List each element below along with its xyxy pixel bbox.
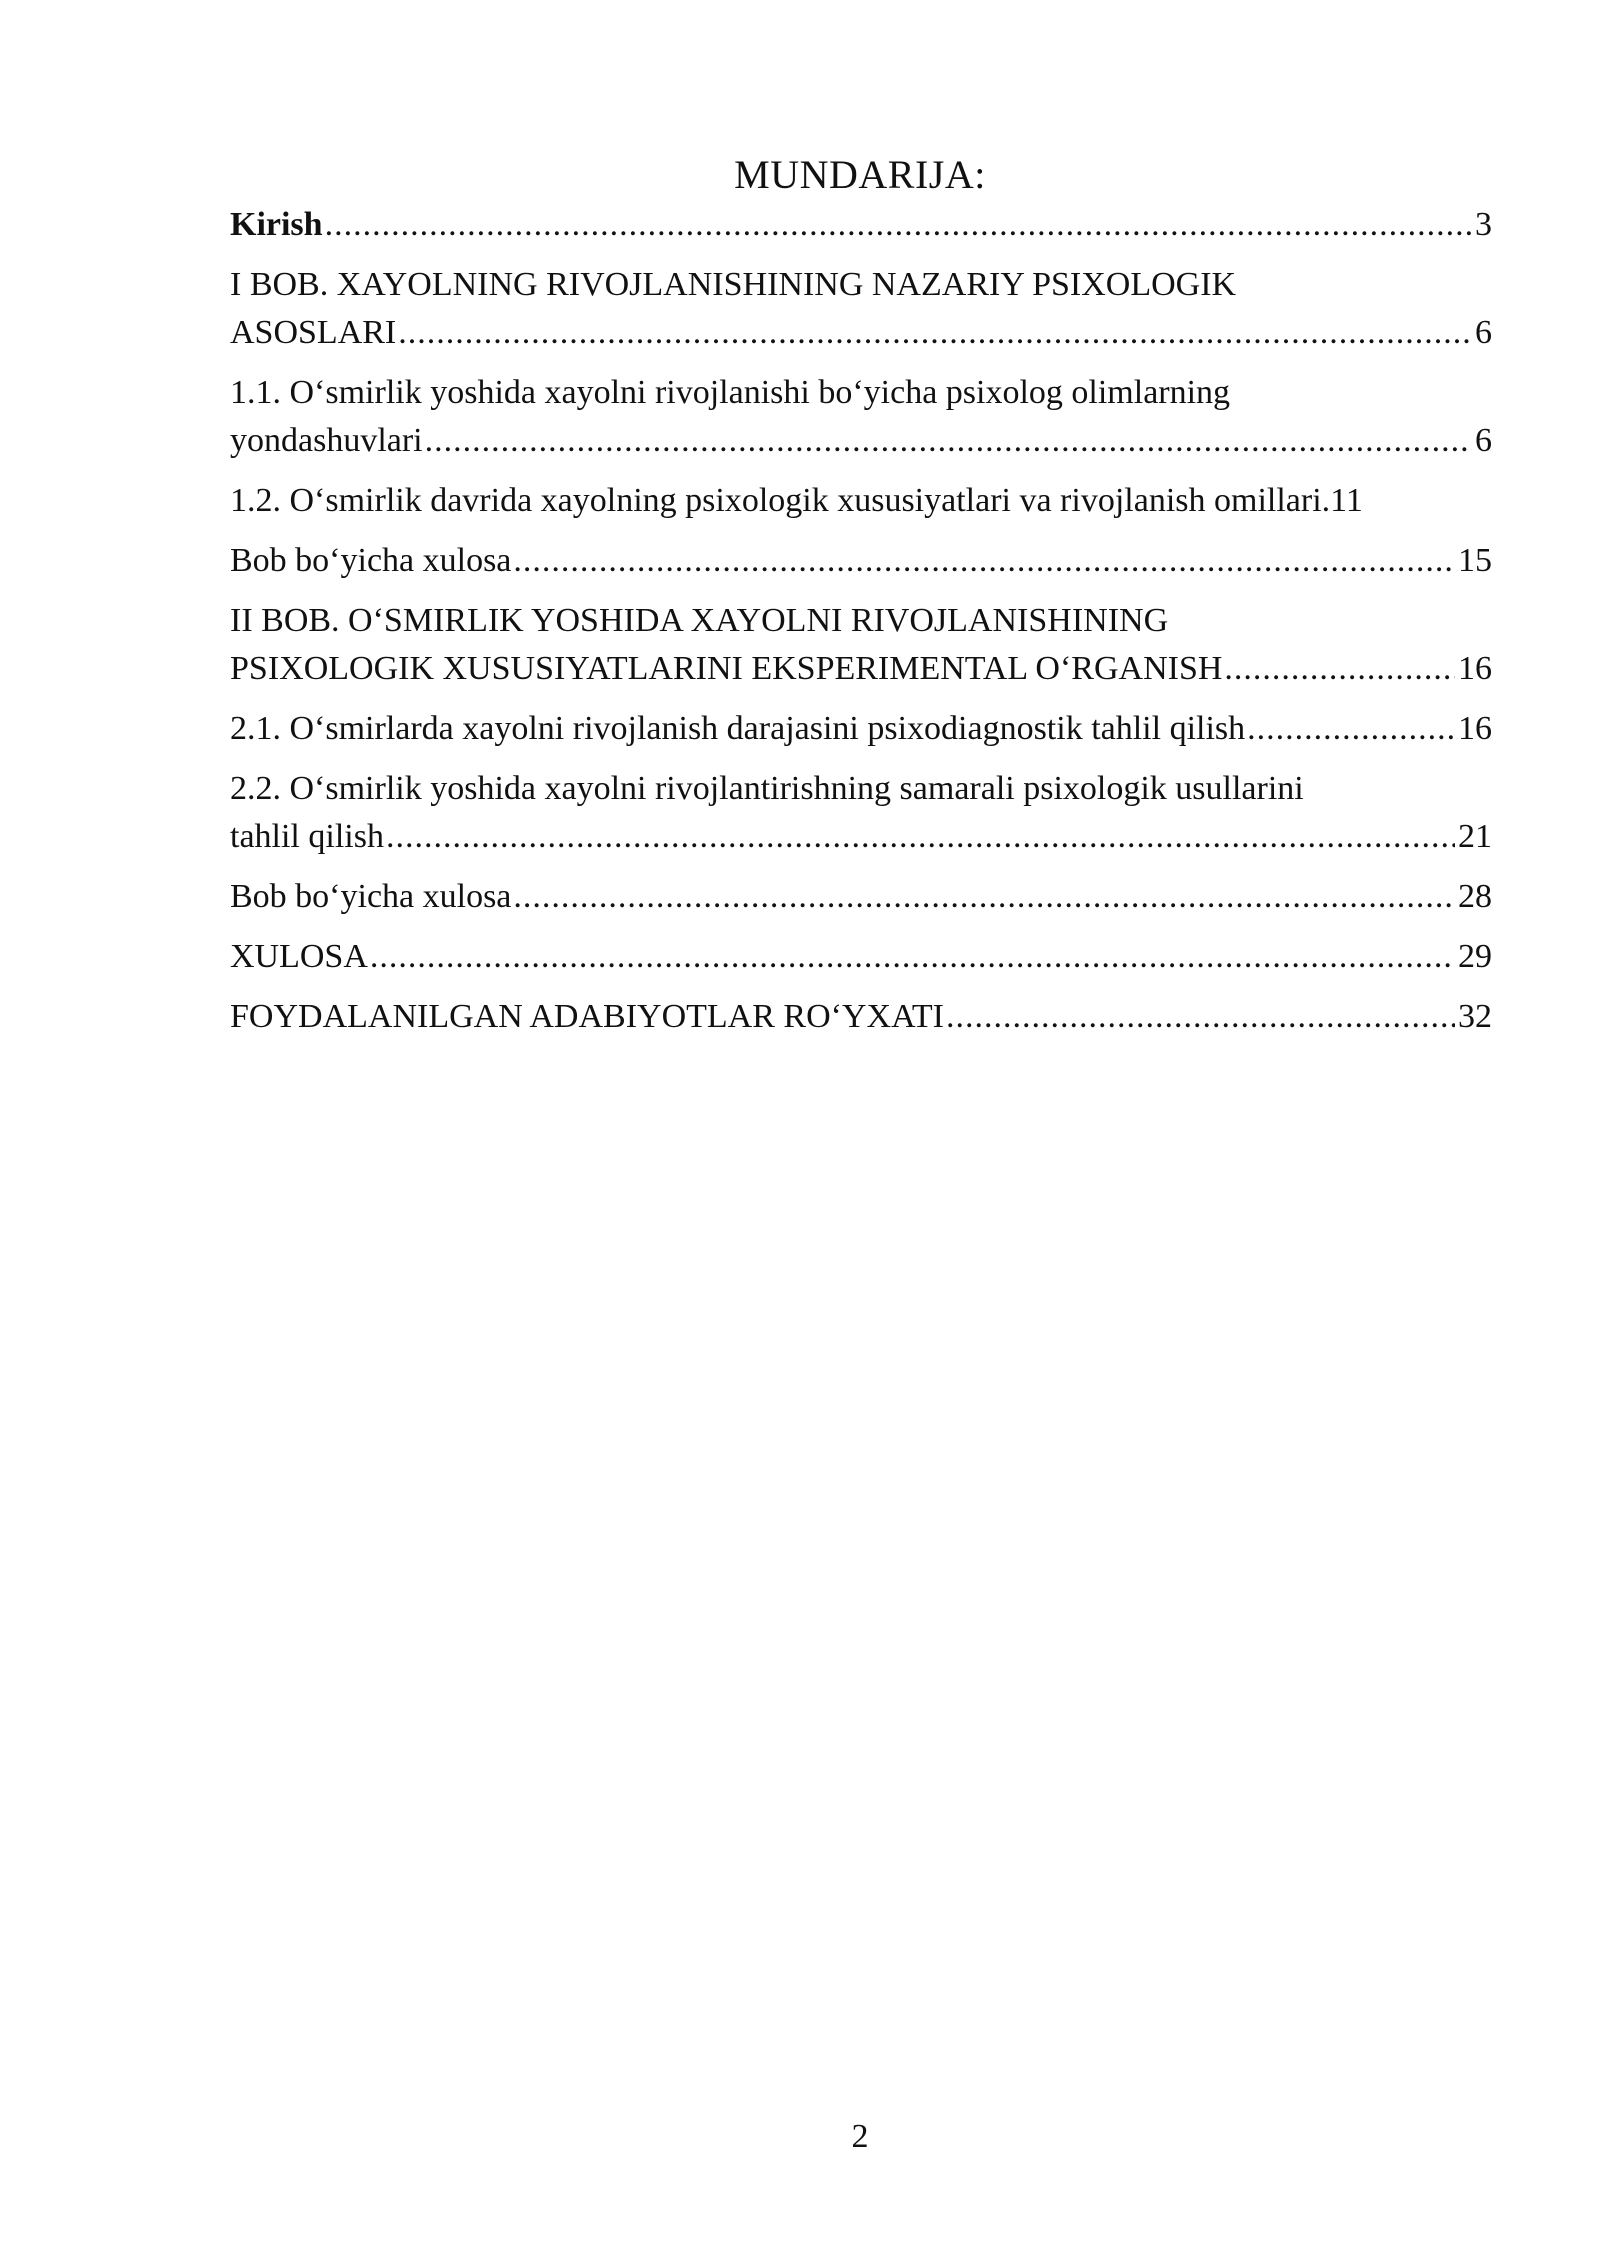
toc-entry-kirish[interactable] <box>230 201 1492 249</box>
toc-entry-text-line1: 1.1. O‘smirlik yoshida xayolni rivojlanishi bo‘yicha psixolog olimlarning <box>230 374 1231 411</box>
toc-leader-dots <box>398 309 1472 357</box>
toc-leader-dots <box>946 993 1455 1041</box>
toc-entry-page: 32 <box>1458 998 1492 1035</box>
toc-entry-text: PSIXOLOGIK XUSUSIYATLARINI EKSPERIMENTAL O‘RGANISH <box>230 650 1223 687</box>
toc-entry-text: FOYDALANILGAN ADABIYOTLAR RO‘YXATI <box>230 998 944 1035</box>
toc-leader-dots <box>513 873 1455 921</box>
toc-entry-text-line1: I BOB. XAYOLNING RIVOJLANISHINING NAZARIY PSIXOLOGIK <box>230 266 1237 303</box>
toc-entry-page: 21 <box>1458 818 1492 855</box>
toc-entry-chapter-2-conclusion[interactable] <box>230 873 1492 921</box>
toc-entry-text: Bob bo‘yicha xulosa <box>230 542 512 579</box>
toc-entry-chapter-2[interactable] <box>230 597 1492 693</box>
page-number: 2 <box>851 2118 869 2155</box>
toc-leader-dots <box>386 813 1455 861</box>
toc-entry-text: yondashuvlari <box>230 422 423 459</box>
toc-entry-text: XULOSA <box>230 938 368 975</box>
toc-entry-page: 6 <box>1475 314 1492 351</box>
toc-entry-text: 2.1. O‘smirlarda xayolni rivojlanish darajasini psixodiagnostik tahlil qilish <box>230 710 1246 747</box>
toc-leader-dots <box>513 537 1455 585</box>
toc-entry-page: 6 <box>1475 422 1492 459</box>
toc-entry-page: 29 <box>1458 938 1492 975</box>
toc-entry-section-2-1[interactable] <box>230 705 1492 753</box>
toc-entry-page: 11 <box>1330 482 1363 519</box>
toc-entry-page: 16 <box>1458 710 1492 747</box>
toc-entry-text: Bob bo‘yicha xulosa <box>230 878 512 915</box>
toc-title: MUNDARIJA: <box>734 152 986 197</box>
toc-leader-dots <box>1224 645 1455 693</box>
toc-entry-chapter-1-conclusion[interactable] <box>230 537 1492 585</box>
toc-leader-dots <box>325 201 1472 249</box>
toc-entry-text-line1: II BOB. O‘SMIRLIK YOSHIDA XAYOLNI RIVOJLANISHINING <box>230 602 1169 639</box>
toc-leader-dots <box>370 933 1455 981</box>
toc-entry-xulosa[interactable] <box>230 933 1492 981</box>
toc-leader-dots <box>425 417 1472 465</box>
toc-entry-text: 1.2. O‘smirlik davrida xayolning psixologik xususiyatlari va rivojlanish omillari. <box>230 482 1331 519</box>
toc-entry-references[interactable] <box>230 993 1492 1041</box>
toc-entry-text-line1: 2.2. O‘smirlik yoshida xayolni rivojlantirishning samarali psixologik usullarini <box>230 770 1304 807</box>
toc-entry-section-1-1[interactable] <box>230 369 1492 465</box>
toc-entry-page: 28 <box>1458 878 1492 915</box>
table-of-contents <box>230 201 1492 1053</box>
toc-entry-page: 16 <box>1458 650 1492 687</box>
toc-leader-dots <box>1247 705 1455 753</box>
toc-entry-text: ASOSLARI <box>230 314 397 351</box>
toc-entry-section-1-2[interactable] <box>230 477 1492 525</box>
toc-entry-text: tahlil qilish <box>230 818 384 855</box>
toc-entry-chapter-1[interactable] <box>230 261 1492 357</box>
toc-entry-page: 15 <box>1458 542 1492 579</box>
toc-entry-section-2-2[interactable] <box>230 765 1492 861</box>
toc-entry-page: 3 <box>1475 206 1492 243</box>
toc-entry-text: Kirish <box>230 206 323 243</box>
